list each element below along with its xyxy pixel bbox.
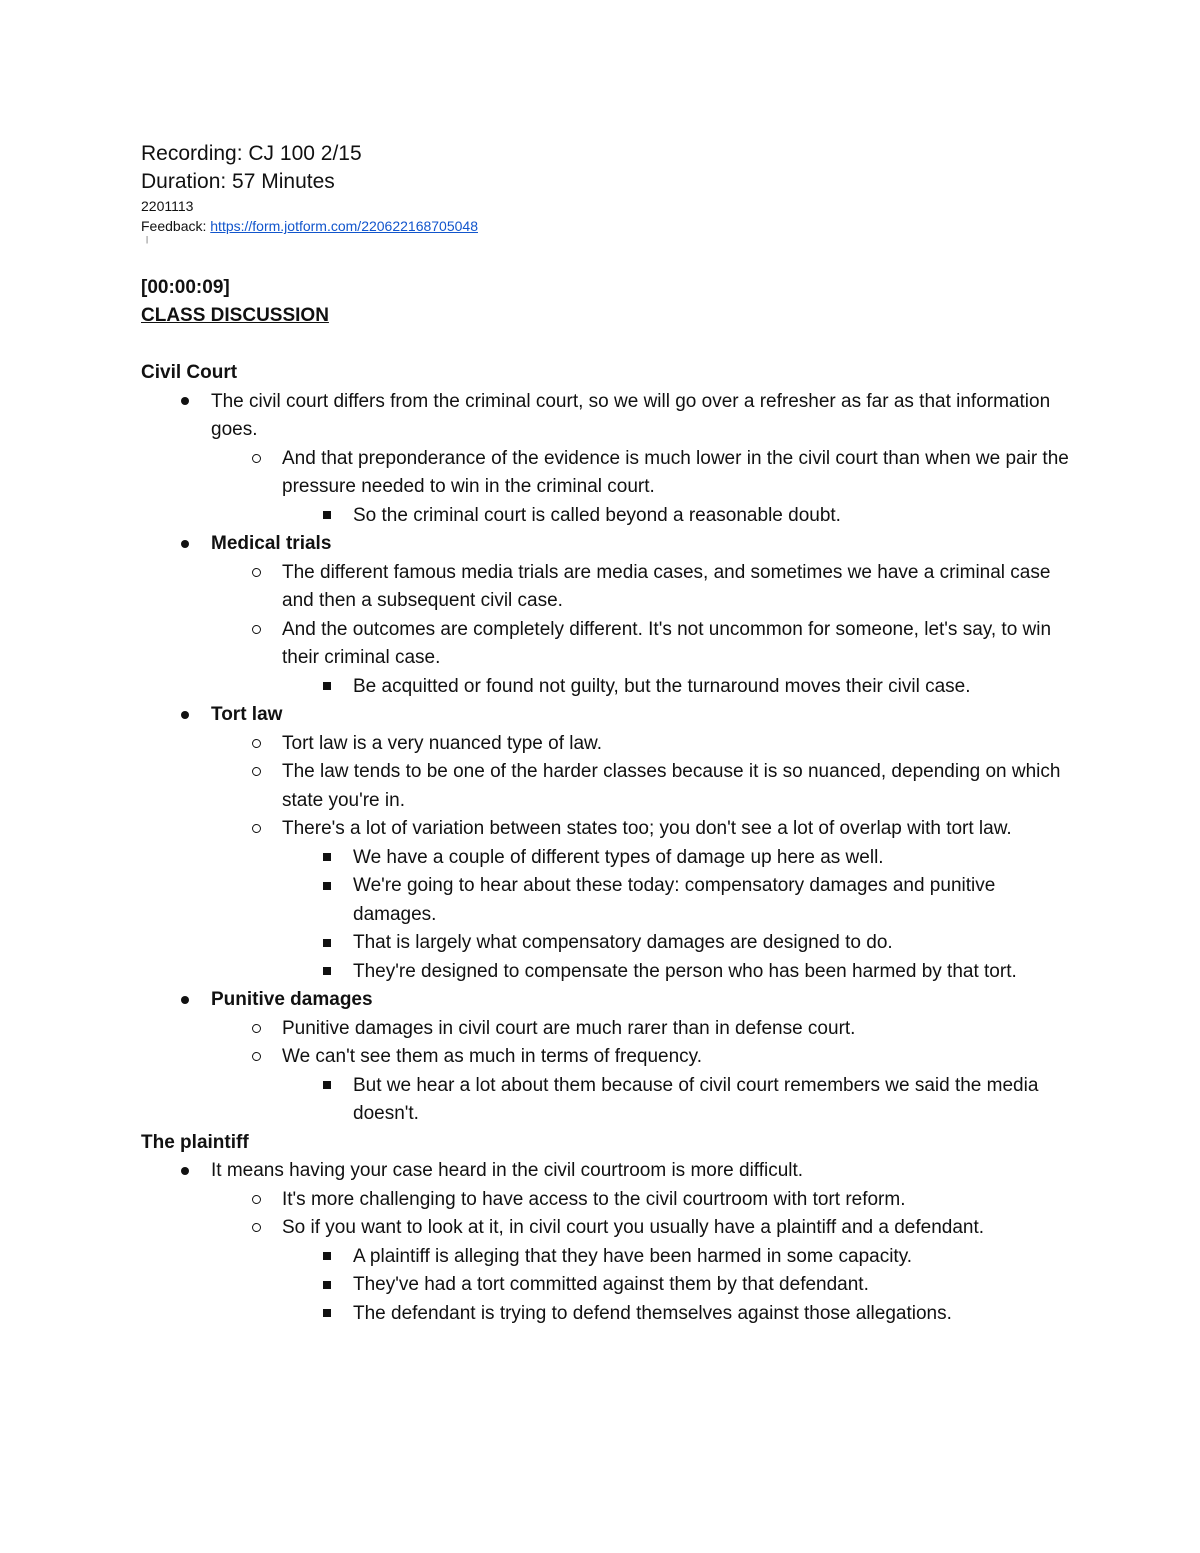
list-item: So if you want to look at it, in civil court you usually have a plaintiff and a defendant.	[141, 1214, 1071, 1243]
duration-line: Duration: 57 Minutes	[141, 170, 335, 193]
heading-civil-court: Civil Court	[141, 362, 238, 383]
circle-bullet-icon	[246, 559, 266, 588]
list-item: Tort law is a very nuanced type of law.	[141, 730, 1071, 759]
list-item: The defendant is trying to defend themselves against those allegations.	[141, 1300, 1071, 1329]
list-item: It means having your case heard in the civil courtroom is more difficult.	[141, 1157, 1071, 1186]
square-bullet-icon	[317, 1243, 337, 1272]
list-item: The civil court differs from the criminal court, so we will go over a refresher as far as that information goes.	[141, 388, 1071, 445]
list-item: They're designed to compensate the person who has been harmed by that tort.	[141, 958, 1071, 987]
circle-bullet-icon	[246, 730, 266, 759]
list-item: A plaintiff is alleging that they have been harmed in some capacity.	[141, 1243, 1071, 1272]
list-item: They've had a tort committed against them by that defendant.	[141, 1271, 1071, 1300]
list-item: Be acquitted or found not guilty, but the turnaround moves their civil case.	[141, 673, 1071, 702]
recording-line: Recording: CJ 100 2/15	[141, 142, 362, 165]
square-bullet-icon	[317, 1072, 337, 1101]
list-item: But we hear a lot about them because of civil court remembers we said the media doesn't.	[141, 1072, 1071, 1129]
heading-plaintiff: The plaintiff	[141, 1131, 249, 1153]
list-item: There's a lot of variation between states too; you don't see a lot of overlap with tort law.	[141, 815, 1071, 844]
bullet-icon	[175, 986, 195, 1015]
bullet-icon	[175, 1157, 195, 1186]
list-item: We're going to hear about these today: compensatory damages and punitive damages.	[141, 872, 1071, 929]
document-page	[141, 140, 1071, 1328]
civil-court-list	[141, 388, 1071, 1129]
list-item: We can't see them as much in terms of frequency.	[141, 1043, 1071, 1072]
circle-bullet-icon	[246, 815, 266, 844]
list-item: That is largely what compensatory damages are designed to do.	[141, 929, 1071, 958]
feedback-label: Feedback:	[141, 218, 211, 234]
square-bullet-icon	[317, 1300, 337, 1329]
list-item: Punitive damages	[141, 986, 1071, 1015]
list-item: So the criminal court is called beyond a reasonable doubt.	[141, 502, 1071, 531]
bullet-icon	[175, 701, 195, 730]
list-item: It's more challenging to have access to the civil courtroom with tort reform.	[141, 1186, 1071, 1215]
section-title: CLASS DISCUSSION	[141, 305, 329, 326]
bullet-icon	[175, 388, 195, 417]
circle-bullet-icon	[246, 445, 266, 474]
list-item: And the outcomes are completely different. It's not uncommon for someone, let's say, to win their criminal case.	[141, 616, 1071, 673]
bullet-icon	[175, 530, 195, 559]
timestamp: [00:00:09]	[141, 277, 230, 298]
circle-bullet-icon	[246, 1186, 266, 1215]
circle-bullet-icon	[246, 1214, 266, 1243]
square-bullet-icon	[317, 502, 337, 531]
square-bullet-icon	[317, 673, 337, 702]
list-item: The law tends to be one of the harder classes because it is so nuanced, depending on which state you're in.	[141, 758, 1071, 815]
feedback-link[interactable]: https://form.jotform.com/220622168705048	[210, 218, 478, 234]
square-bullet-icon	[317, 1271, 337, 1300]
circle-bullet-icon	[246, 616, 266, 645]
feedback-line	[141, 216, 1071, 236]
square-bullet-icon	[317, 844, 337, 873]
plaintiff-list	[141, 1157, 1071, 1328]
list-item: Punitive damages in civil court are much rarer than in defense court.	[141, 1015, 1071, 1044]
list-item: We have a couple of different types of damage up here as well.	[141, 844, 1071, 873]
square-bullet-icon	[317, 929, 337, 958]
square-bullet-icon	[317, 958, 337, 987]
circle-bullet-icon	[246, 1015, 266, 1044]
tiny-mark: |	[146, 235, 149, 244]
circle-bullet-icon	[246, 1043, 266, 1072]
list-item: Tort law	[141, 701, 1071, 730]
square-bullet-icon	[317, 872, 337, 901]
circle-bullet-icon	[246, 758, 266, 787]
list-item: The different famous media trials are media cases, and sometimes we have a criminal case and then a subsequent civil case.	[141, 559, 1071, 616]
document-id: 2201113	[141, 198, 194, 214]
list-item: Medical trials	[141, 530, 1071, 559]
list-item: And that preponderance of the evidence is much lower in the civil court than when we pair the pressure needed to win in the criminal court.	[141, 445, 1071, 502]
